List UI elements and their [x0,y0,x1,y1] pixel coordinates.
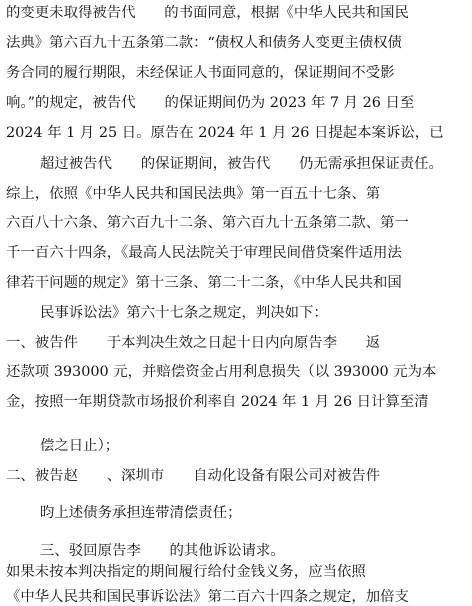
text-line: 综上，依照《中华人民共和国民法典》第一百五十七条、第 [6,186,381,202]
text-line: 一、被告件 于本判决生效之日起十日内向原告李 返 [6,335,381,351]
text-line: 《中华人民共和国民事诉讼法》第二百六十四条之规定，加倍支 [6,589,409,605]
text-line: 还款项 393000 元，并赔偿资金占用利息损失（以 393000 元为本 [6,364,437,380]
text-line: 如果未按本判决指定的期间履行给付金钱义务，应当依照 [6,564,366,580]
text-line: 2024 年 1 月 25 日。原告在 2024 年 1 月 26 日提起本案诉讼，已 [6,125,444,141]
text-line: 二、被告赵 、深圳市 自动化设备有限公司对被告件 [6,468,381,484]
text-line: 千一百六十四条，《最高人民法院关于审理民间借贷案件适用法 [6,245,402,261]
text-line: 六百八十六条、第六百九十二条、第六百九十五条第二款、第一 [6,215,409,231]
text-line: 三、驳回原告李 的其他诉讼请求。 [40,543,285,559]
text-line: 偿之日止）； [40,438,120,454]
text-line: 务合同的履行期限，未经保证人书面同意的，保证期间不受影 [6,65,395,81]
text-line: 超过被告代 的保证期间，被告代 仍无需承担保证责任。 [40,156,443,172]
text-line: 昀上述债务承担连带清偿责任； [40,505,242,521]
text-line: 民事诉讼法》第六十七条之规定，判决如下： [40,305,328,321]
text-line: 的变更未取得被告代 的书面同意，根据《中华人民共和国民 [6,5,409,21]
text-line: 法典》第六百九十五条第二款：“债权人和债务人变更主债权债 [6,35,402,51]
text-line: 响。”的规定，被告代 的保证期间仍为 2023 年 7 月 26 日至 [6,95,415,111]
text-line: 金，按照一年期贷款市场报价利率自 2024 年 1 月 26 日计算至清 [6,394,429,410]
text-line: 律若干问题的规定》第十三条、第二十二条，《中华人民共和国 [6,275,402,291]
